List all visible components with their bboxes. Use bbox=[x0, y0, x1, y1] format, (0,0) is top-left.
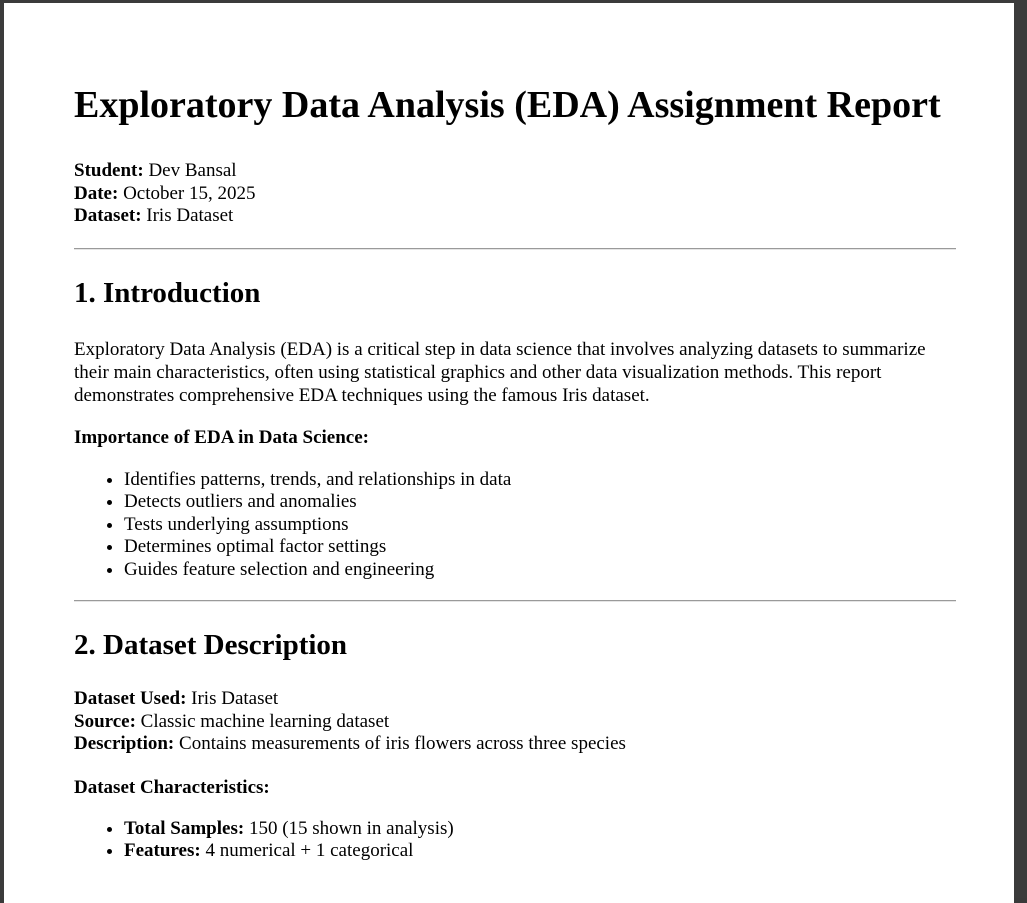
list-item bbox=[124, 840, 956, 863]
list-item: • Detects outliers and anomalies bbox=[124, 491, 956, 514]
dataset-meta bbox=[74, 688, 956, 756]
list-item: • Identifies patterns, trends, and relationships in data bbox=[124, 469, 956, 492]
dataset-used-value: Iris Dataset bbox=[186, 688, 279, 709]
intro-heading: 1. Introduction bbox=[74, 276, 261, 309]
date-row bbox=[74, 183, 956, 206]
description-row bbox=[74, 733, 956, 756]
dataset-label: Dataset: bbox=[74, 205, 142, 226]
characteristic-label: Total Samples: bbox=[124, 817, 245, 839]
list-item bbox=[124, 818, 956, 841]
characteristic-value: 150 (15 shown in analysis) bbox=[244, 817, 454, 839]
section-divider bbox=[74, 600, 956, 602]
dataset-row bbox=[74, 205, 956, 228]
page-title: Exploratory Data Analysis (EDA) Assignment Report bbox=[74, 84, 941, 126]
document-content bbox=[74, 3, 956, 863]
list-item: • Tests underlying assumptions bbox=[124, 514, 956, 537]
source-label: Source: bbox=[74, 710, 136, 732]
date-value: October 15, 2025 bbox=[118, 182, 256, 204]
list-item: • Determines optimal factor settings bbox=[124, 536, 956, 559]
characteristics-list bbox=[74, 818, 956, 863]
student-label: Student: bbox=[74, 160, 144, 181]
importance-heading bbox=[74, 426, 956, 449]
dataset-value: Iris Dataset bbox=[141, 205, 234, 226]
intro-paragraph: Exploratory Data Analysis (EDA) is a critical step in data science that involves analyzing datasets to summarize their main characteristics, often using statistical graphics and other data visualization methods. This report demonstrates comprehensive EDA techniques using the famous Iris dataset. bbox=[74, 338, 926, 406]
dataset-used-row bbox=[74, 688, 956, 711]
list-item: • Guides feature selection and engineering bbox=[124, 559, 956, 582]
section-divider bbox=[74, 248, 956, 250]
description-label: Description: bbox=[74, 733, 175, 754]
student-row bbox=[74, 160, 956, 183]
dataset-used-label: Dataset Used: bbox=[74, 688, 187, 709]
importance-list bbox=[74, 469, 956, 582]
characteristics-label: Dataset Characteristics: bbox=[74, 776, 270, 798]
characteristic-value: 4 numerical + 1 categorical bbox=[200, 840, 414, 861]
report-meta bbox=[74, 160, 956, 228]
source-row bbox=[74, 711, 956, 734]
student-value: Dev Bansal bbox=[143, 160, 237, 181]
characteristic-label: Features: bbox=[124, 840, 201, 861]
characteristics-heading bbox=[74, 776, 956, 799]
document-page bbox=[4, 3, 1014, 903]
source-value: Classic machine learning dataset bbox=[135, 710, 390, 732]
description-value: Contains measurements of iris flowers across three species bbox=[174, 733, 626, 754]
importance-label: Importance of EDA in Data Science: bbox=[74, 426, 369, 448]
date-label: Date: bbox=[74, 182, 119, 204]
dataset-heading: 2. Dataset Description bbox=[74, 629, 348, 661]
